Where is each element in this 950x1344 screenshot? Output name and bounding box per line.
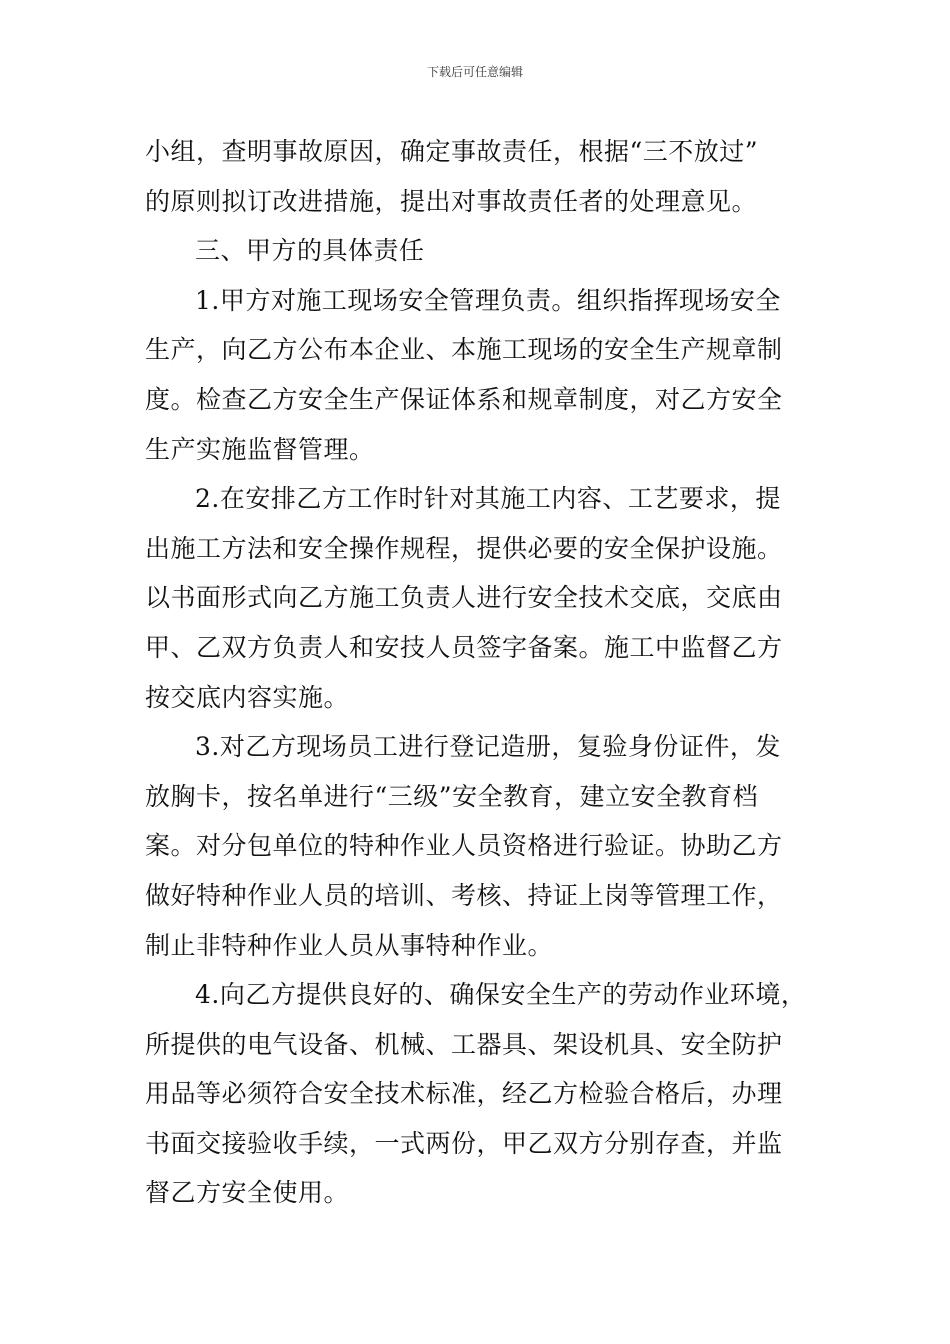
text-line: 案。对分包单位的特种作业人员资格进行验证。协助乙方 [145, 831, 783, 861]
text-line: 按交底内容实施。 [145, 682, 350, 712]
paragraph-start-line: 1.甲方对施工现场安全管理负责。组织指挥现场安全 [195, 285, 781, 315]
text-line: 甲、乙双方负责人和安技人员签字备案。施工中监督乙方 [145, 632, 783, 662]
text-line: 督乙方安全使用。 [145, 1178, 350, 1208]
text-line: 出施工方法和安全操作规程，提供必要的安全保护设施。 [145, 533, 783, 563]
text-line: 的原则拟订改进措施，提出对事故责任者的处理意见。 [145, 186, 758, 216]
text-line: 放胸卡，按名单进行“三级”安全教育，建立安全教育档 [145, 781, 759, 811]
text-line: 以书面形式向乙方施工负责人进行安全技术交底，交底由 [145, 583, 783, 613]
text-line: 小组，查明事故原因，确定事故责任，根据“三不放过” [145, 137, 759, 166]
text-line: 生产，向乙方公布本企业、本施工现场的安全生产规章制 [145, 335, 783, 365]
text-line: 制止非特种作业人员从事特种作业。 [145, 930, 554, 960]
text-line: 做好特种作业人员的培训、考核、持证上岗等管理工作， [145, 880, 783, 910]
paragraph-start-line: 3.对乙方现场员工进行登记造册，复验身份证件，发 [195, 732, 781, 762]
page-header: 下载后可任意编辑 [426, 65, 523, 79]
text-line: 书面交接验收手续，一式两份，甲乙双方分别存查，并监 [145, 1128, 783, 1158]
text-line: 用品等必须符合安全技术标准，经乙方检验合格后，办理 [145, 1079, 783, 1109]
section-heading: 三、甲方的具体责任 [195, 236, 425, 266]
text-line: 生产实施监督管理。 [145, 434, 375, 464]
text-line: 度。检查乙方安全生产保证体系和规章制度，对乙方安全 [145, 384, 783, 414]
text-line: 所提供的电气设备、机械、工器具、架设机具、安全防护 [145, 1029, 783, 1059]
paragraph-start-line: 4.向乙方提供良好的、确保安全生产的劳动作业环境， [195, 980, 807, 1010]
paragraph-start-line: 2.在安排乙方工作时针对其施工内容、工艺要求，提 [195, 484, 781, 514]
document-body [145, 127, 815, 1218]
